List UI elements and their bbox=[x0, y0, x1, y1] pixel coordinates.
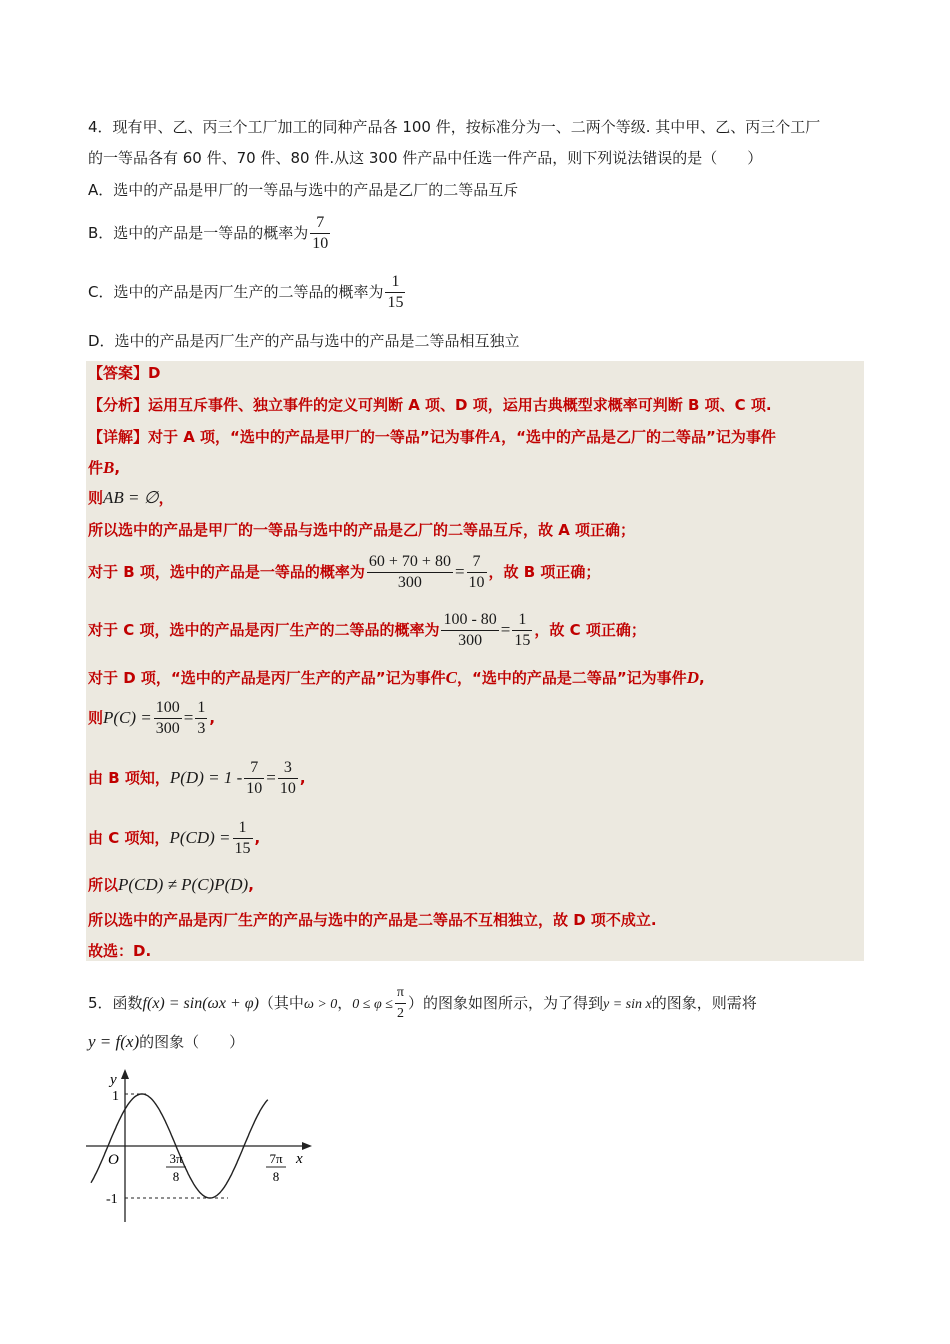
fraction-denominator: 15 bbox=[387, 294, 404, 311]
q5-line2-text: 的图象（ ） bbox=[139, 1033, 245, 1051]
pcd-fraction bbox=[233, 818, 253, 859]
fraction-numerator: π bbox=[395, 983, 406, 1004]
q5-comma: ， bbox=[337, 994, 353, 1012]
tick1-num: 3π bbox=[169, 1151, 183, 1166]
solution-c-line bbox=[88, 610, 646, 651]
y-axis-label: y bbox=[110, 1072, 117, 1088]
fraction-denominator: 10 bbox=[468, 574, 485, 591]
solution-background bbox=[86, 361, 864, 961]
pc-fraction bbox=[154, 698, 182, 739]
fraction-numerator: 60 + 70 + 80 bbox=[367, 552, 453, 573]
solution-ab-empty bbox=[88, 488, 174, 508]
c-prefix: 对于 C 项，选中的产品是丙厂生产的二等品的概率为 bbox=[88, 621, 440, 639]
pd-prefix: 由 B 项知， bbox=[88, 769, 170, 787]
fraction-numerator: 100 bbox=[154, 698, 182, 719]
fraction-denominator: 300 bbox=[155, 720, 180, 737]
tick2-num: 7π bbox=[269, 1151, 283, 1166]
detail-text-d: , bbox=[114, 459, 121, 477]
solution-pd-line bbox=[88, 758, 306, 799]
q4-option-b bbox=[88, 213, 332, 254]
q5-target: y = sin x bbox=[603, 997, 652, 1012]
solution-choice: 故选：D. bbox=[88, 942, 152, 960]
ab-empty-formula: AB = ∅ bbox=[103, 488, 159, 507]
origin-label: O bbox=[108, 1152, 119, 1168]
detail-text-c: 件 bbox=[88, 459, 104, 477]
equals-sign: = bbox=[266, 768, 276, 787]
fraction-numerator: 7 bbox=[310, 213, 330, 234]
option-c-fraction bbox=[385, 272, 405, 313]
option-b-fraction bbox=[310, 213, 330, 254]
q4-option-a: A．选中的产品是甲厂的一等品与选中的产品是乙厂的二等品互斥 bbox=[88, 181, 519, 199]
q5-end: 的图象，则需将 bbox=[651, 994, 757, 1012]
q5-cond-open: （其中 bbox=[258, 994, 304, 1012]
pc-prefix: 则 bbox=[88, 709, 104, 727]
q5-stem-line2 bbox=[88, 1032, 244, 1052]
sine-graph bbox=[80, 1064, 320, 1228]
event-d: D bbox=[686, 668, 699, 687]
fraction-numerator: 1 bbox=[385, 272, 405, 293]
fraction-denominator: 15 bbox=[514, 632, 531, 649]
b-fraction bbox=[367, 552, 453, 593]
q4-option-d: D．选中的产品是丙厂生产的产品与选中的产品是二等品相互独立 bbox=[88, 332, 520, 350]
solution-b-line bbox=[88, 552, 600, 593]
equals-sign: = bbox=[500, 620, 511, 639]
pc-formula: P(C) = bbox=[103, 708, 152, 727]
solution-answer: 【答案】D bbox=[88, 364, 161, 382]
y-max-label: 1 bbox=[112, 1089, 119, 1104]
x-axis-label: x bbox=[296, 1151, 303, 1167]
solution-neq-line bbox=[88, 875, 254, 895]
equals-sign: = bbox=[454, 562, 465, 581]
q5-yfx: y = f(x) bbox=[88, 1032, 140, 1051]
q5-mid: ）的图象如图所示，为了得到 bbox=[408, 994, 604, 1012]
pc-suffix: , bbox=[209, 709, 216, 727]
fraction-numerator: 7 bbox=[467, 552, 487, 573]
fraction-numerator: 1 bbox=[512, 610, 532, 631]
q4-stem-line2: 的一等品各有 60 件、70 件、80 件.从这 300 件产品中任选一件产品，则下列说法错误的是（ ） bbox=[88, 149, 763, 167]
solution-detail-line1 bbox=[88, 427, 776, 447]
fraction-denominator: 10 bbox=[246, 780, 263, 797]
tick1-den: 8 bbox=[172, 1169, 180, 1184]
pc-result-fraction bbox=[195, 698, 207, 739]
fraction-numerator: 7 bbox=[244, 758, 264, 779]
q5-omega-cond: ω > 0 bbox=[303, 997, 338, 1012]
d-text-b: ，“选中的产品是二等品”记为事件 bbox=[456, 669, 687, 687]
option-c-text: C．选中的产品是丙厂生产的二等品的概率为 bbox=[88, 283, 384, 301]
detail-text-b: ，“选中的产品是乙厂的二等品”记为事件 bbox=[501, 428, 776, 446]
then-prefix: 则 bbox=[88, 489, 104, 507]
q5-stem-line1 bbox=[88, 983, 757, 1024]
q5-function: f(x) = sin(ωx + φ) bbox=[142, 995, 259, 1012]
solution-pcd-line bbox=[88, 818, 260, 859]
then-suffix: ， bbox=[158, 489, 174, 507]
fraction-denominator: 10 bbox=[312, 235, 329, 252]
fraction-denominator: 300 bbox=[397, 574, 422, 591]
d-text-c: , bbox=[698, 669, 705, 687]
solution-d-line bbox=[88, 668, 705, 688]
y-min-label: -1 bbox=[106, 1192, 118, 1207]
fraction-denominator: 10 bbox=[279, 780, 296, 797]
solution-d-conclusion: 所以选中的产品是丙厂生产的产品与选中的产品是二等品不互相独立，故 D 项不成立. bbox=[88, 911, 657, 929]
event-b: B bbox=[103, 458, 115, 477]
x-axis-arrow-icon bbox=[302, 1142, 312, 1150]
fraction-denominator: 2 bbox=[396, 1006, 404, 1021]
q5-phi-cond: 0 ≤ φ ≤ bbox=[352, 997, 393, 1012]
equals-sign: = bbox=[183, 708, 194, 727]
fraction-denominator: 300 bbox=[458, 632, 483, 649]
q4-option-c bbox=[88, 272, 407, 313]
b-prefix: 对于 B 项，选中的产品是一等品的概率为 bbox=[88, 563, 365, 581]
fraction-denominator: 15 bbox=[234, 840, 251, 857]
pd-formula: P(D) = 1 - bbox=[169, 768, 243, 787]
event-a: A bbox=[489, 427, 502, 446]
neq-formula: P(CD) ≠ P(C)P(D) bbox=[118, 875, 249, 894]
solution-a-conclusion: 所以选中的产品是甲厂的一等品与选中的产品是乙厂的二等品互斥，故 A 项正确； bbox=[88, 521, 636, 539]
event-c: C bbox=[445, 668, 457, 687]
solution-analysis: 【分析】运用互斥事件、独立事件的定义可判断 A 项、D 项，运用古典概型求概率可判断 B 项、C 项. bbox=[88, 396, 772, 414]
fraction-denominator: 3 bbox=[197, 720, 206, 737]
option-b-text: B．选中的产品是一等品的概率为 bbox=[88, 224, 309, 242]
pd-fraction bbox=[244, 758, 264, 799]
fraction-numerator: 3 bbox=[278, 758, 298, 779]
pd-result-fraction bbox=[278, 758, 298, 799]
pd-suffix: , bbox=[299, 769, 306, 787]
b-result-fraction bbox=[467, 552, 487, 593]
y-axis-arrow-icon bbox=[121, 1069, 129, 1079]
q5-prefix: 5．函数 bbox=[88, 994, 143, 1012]
pcd-suffix: , bbox=[254, 829, 261, 847]
solution-detail-line2 bbox=[88, 458, 120, 478]
neq-suffix: , bbox=[248, 876, 254, 894]
c-result-fraction bbox=[512, 610, 532, 651]
detail-text-a: 【详解】对于 A 项，“选中的产品是甲厂的一等品”记为事件 bbox=[88, 428, 490, 446]
pcd-formula: P(CD) = bbox=[169, 828, 231, 847]
fraction-numerator: 1 bbox=[195, 698, 207, 719]
d-text-a: 对于 D 项，“选中的产品是丙厂生产的产品”记为事件 bbox=[88, 669, 446, 687]
fraction-numerator: 1 bbox=[233, 818, 253, 839]
q4-stem-line1: 4．现有甲、乙、丙三个工厂加工的同种产品各 100 件，按标准分为一、二两个等级. 其中甲、乙、丙三个工厂 bbox=[88, 118, 821, 136]
c-fraction bbox=[441, 610, 498, 651]
fraction-numerator: 100 - 80 bbox=[441, 610, 498, 631]
tick2-den: 8 bbox=[272, 1169, 280, 1184]
pcd-prefix: 由 C 项知， bbox=[88, 829, 170, 847]
c-suffix: ，故 C 项正确； bbox=[534, 621, 646, 639]
b-suffix: ，故 B 项正确； bbox=[488, 563, 601, 581]
q5-pi-half bbox=[395, 983, 406, 1024]
solution-pc-line bbox=[88, 698, 215, 739]
neq-prefix: 所以 bbox=[88, 876, 119, 894]
